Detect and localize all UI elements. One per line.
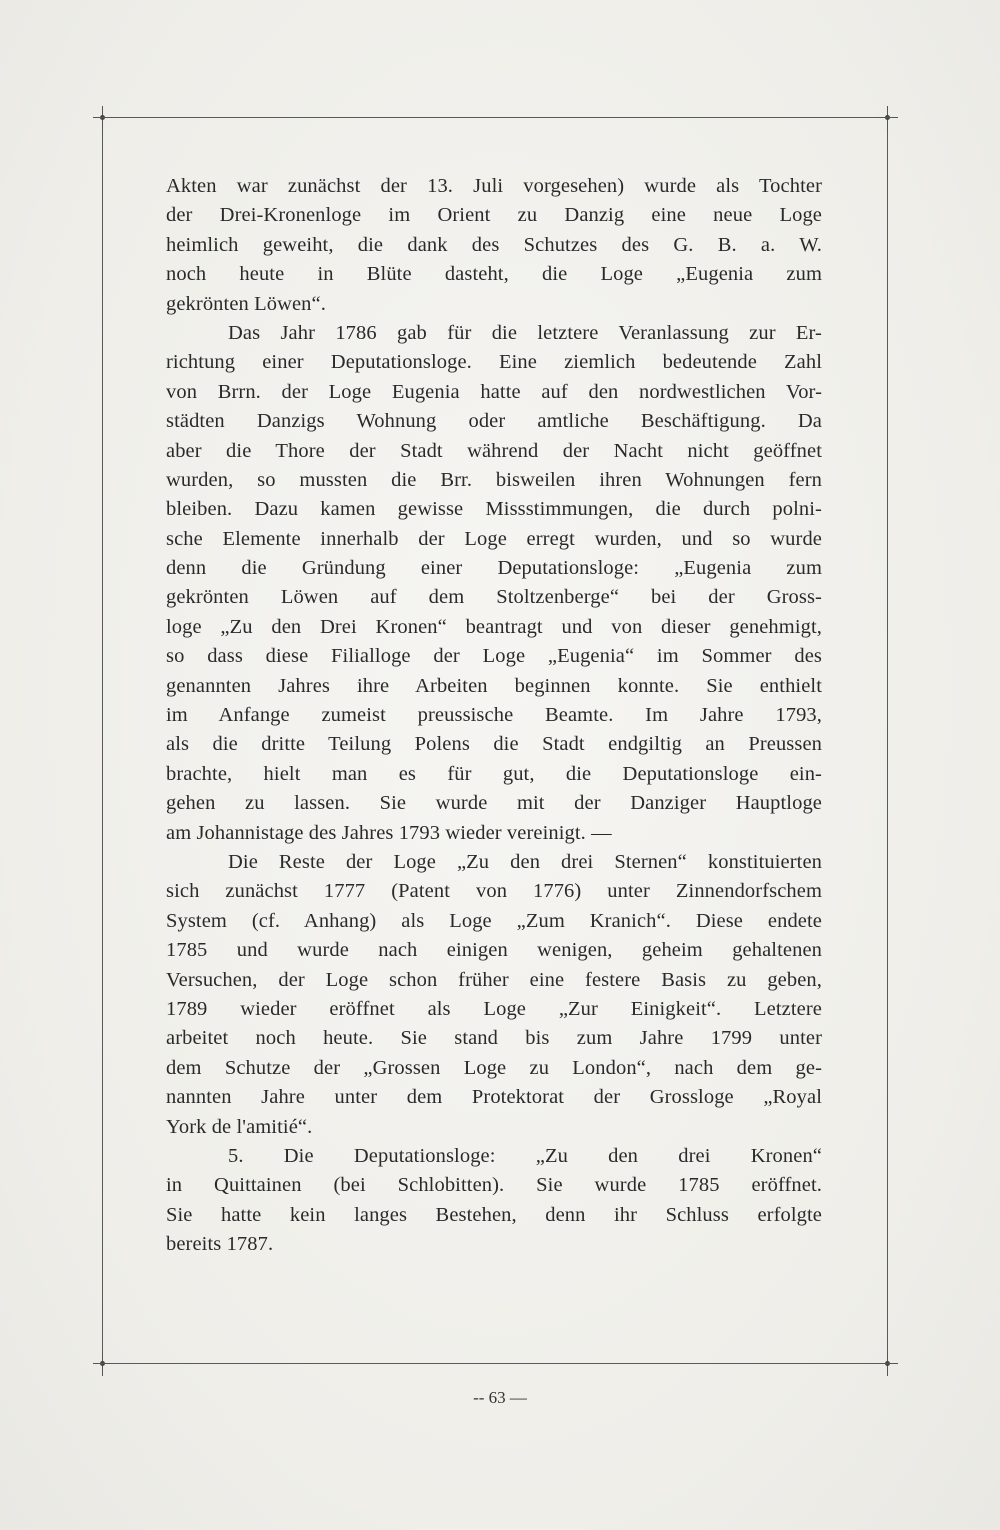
text-line: als die dritte Teilung Polens die Stadt endgiltig an Preussen bbox=[166, 733, 822, 756]
text-line: der Drei-Kronenloge im Orient zu Danzig eine neue Loge bbox=[166, 204, 822, 227]
text-line: sche Elemente innerhalb der Loge erregt wurden, und so wurde bbox=[166, 527, 822, 550]
text-line: sich zunächst 1777 (Patent von 1776) unter Zinnendorfschem bbox=[166, 880, 822, 903]
text-line: 1785 und wurde nach einigen wenigen, geheim gehaltenen bbox=[166, 939, 822, 962]
text-line: wurden, so mussten die Brr. bisweilen ihren Wohnungen fern bbox=[166, 468, 822, 491]
text-line: Die Reste der Loge „Zu den drei Sternen“ konstituierten bbox=[228, 850, 822, 873]
frame-right-rule bbox=[887, 117, 888, 1363]
corner-ornament-top-right bbox=[876, 104, 900, 132]
text-line: gekrönten Löwen“. bbox=[166, 292, 326, 315]
text-line: bereits 1787. bbox=[166, 1233, 274, 1256]
text-line: dem Schutze der „Grossen Loge zu London“, nach dem ge- bbox=[166, 1056, 822, 1079]
text-line: brachte, hielt man es für gut, die Deputationsloge ein- bbox=[166, 762, 822, 785]
text-line: Das Jahr 1786 gab für die letztere Veranlassung zur Er- bbox=[228, 321, 822, 344]
text-line: arbeitet noch heute. Sie stand bis zum Jahre 1799 unter bbox=[166, 1027, 822, 1050]
frame-left-rule bbox=[102, 117, 103, 1363]
text-line: Akten war zunächst der 13. Juli vorgesehen) wurde als Tochter bbox=[166, 175, 822, 197]
text-line: denn die Gründung einer Deputationsloge: „Eugenia zum bbox=[166, 557, 822, 580]
text-line: so dass diese Filialloge der Loge „Eugenia“ im Sommer des bbox=[166, 645, 822, 668]
text-line: städten Danzigs Wohnung oder amtliche Beschäftigung. Da bbox=[166, 410, 822, 433]
text-line: gehen zu lassen. Sie wurde mit der Danziger Hauptloge bbox=[166, 792, 822, 815]
page-number: -- 63 — bbox=[473, 1388, 527, 1407]
text-line: loge „Zu den Drei Kronen“ beantragt und von dieser genehmigt, bbox=[166, 615, 822, 638]
text-line: aber die Thore der Stadt während der Nacht nicht geöffnet bbox=[166, 439, 822, 462]
text-line: Sie hatte kein langes Bestehen, denn ihr Schluss erfolgte bbox=[166, 1203, 822, 1226]
frame-top-rule bbox=[102, 117, 888, 118]
text-line: York de l'amitié“. bbox=[166, 1115, 313, 1138]
text-line: bleiben. Dazu kamen gewisse Missstimmungen, die durch polni- bbox=[166, 498, 822, 521]
corner-ornament-bottom-right bbox=[876, 1350, 900, 1378]
text-line: nannten Jahre unter dem Protektorat der Grossloge „Royal bbox=[166, 1086, 822, 1109]
text-line: System (cf. Anhang) als Loge „Zum Kranich“. Diese endete bbox=[166, 909, 822, 932]
text-line: 5. Die Deputationsloge: „Zu den drei Kronen“ bbox=[228, 1144, 822, 1167]
text-line: Versuchen, der Loge schon früher eine festere Basis zu geben, bbox=[166, 968, 822, 991]
text-line: in Quittainen (bei Schlobitten). Sie wurde 1785 eröffnet. bbox=[166, 1174, 822, 1197]
body-text bbox=[166, 172, 822, 1259]
text-line: genannten Jahres ihre Arbeiten beginnen konnte. Sie enthielt bbox=[166, 674, 822, 697]
text-line: im Anfange zumeist preussische Beamte. Im Jahre 1793, bbox=[166, 704, 822, 727]
frame-bottom-rule bbox=[102, 1363, 888, 1364]
text-line: noch heute in Blüte dasteht, die Loge „Eugenia zum bbox=[166, 263, 822, 286]
text-line: heimlich geweiht, die dank des Schutzes des G. B. a. W. bbox=[166, 233, 822, 256]
text-line: 1789 wieder eröffnet als Loge „Zur Einigkeit“. Letztere bbox=[166, 997, 822, 1020]
text-line: am Johannistage des Jahres 1793 wieder vereinigt. — bbox=[166, 821, 612, 844]
text-line: von Brrn. der Loge Eugenia hatte auf den nordwestlichen Vor- bbox=[166, 380, 822, 403]
corner-ornament-top-left bbox=[91, 104, 115, 132]
corner-ornament-bottom-left bbox=[91, 1350, 115, 1378]
text-line: gekrönten Löwen auf dem Stoltzenberge“ bei der Gross- bbox=[166, 586, 822, 609]
text-line: richtung einer Deputationsloge. Eine ziemlich bedeutende Zahl bbox=[166, 351, 822, 374]
